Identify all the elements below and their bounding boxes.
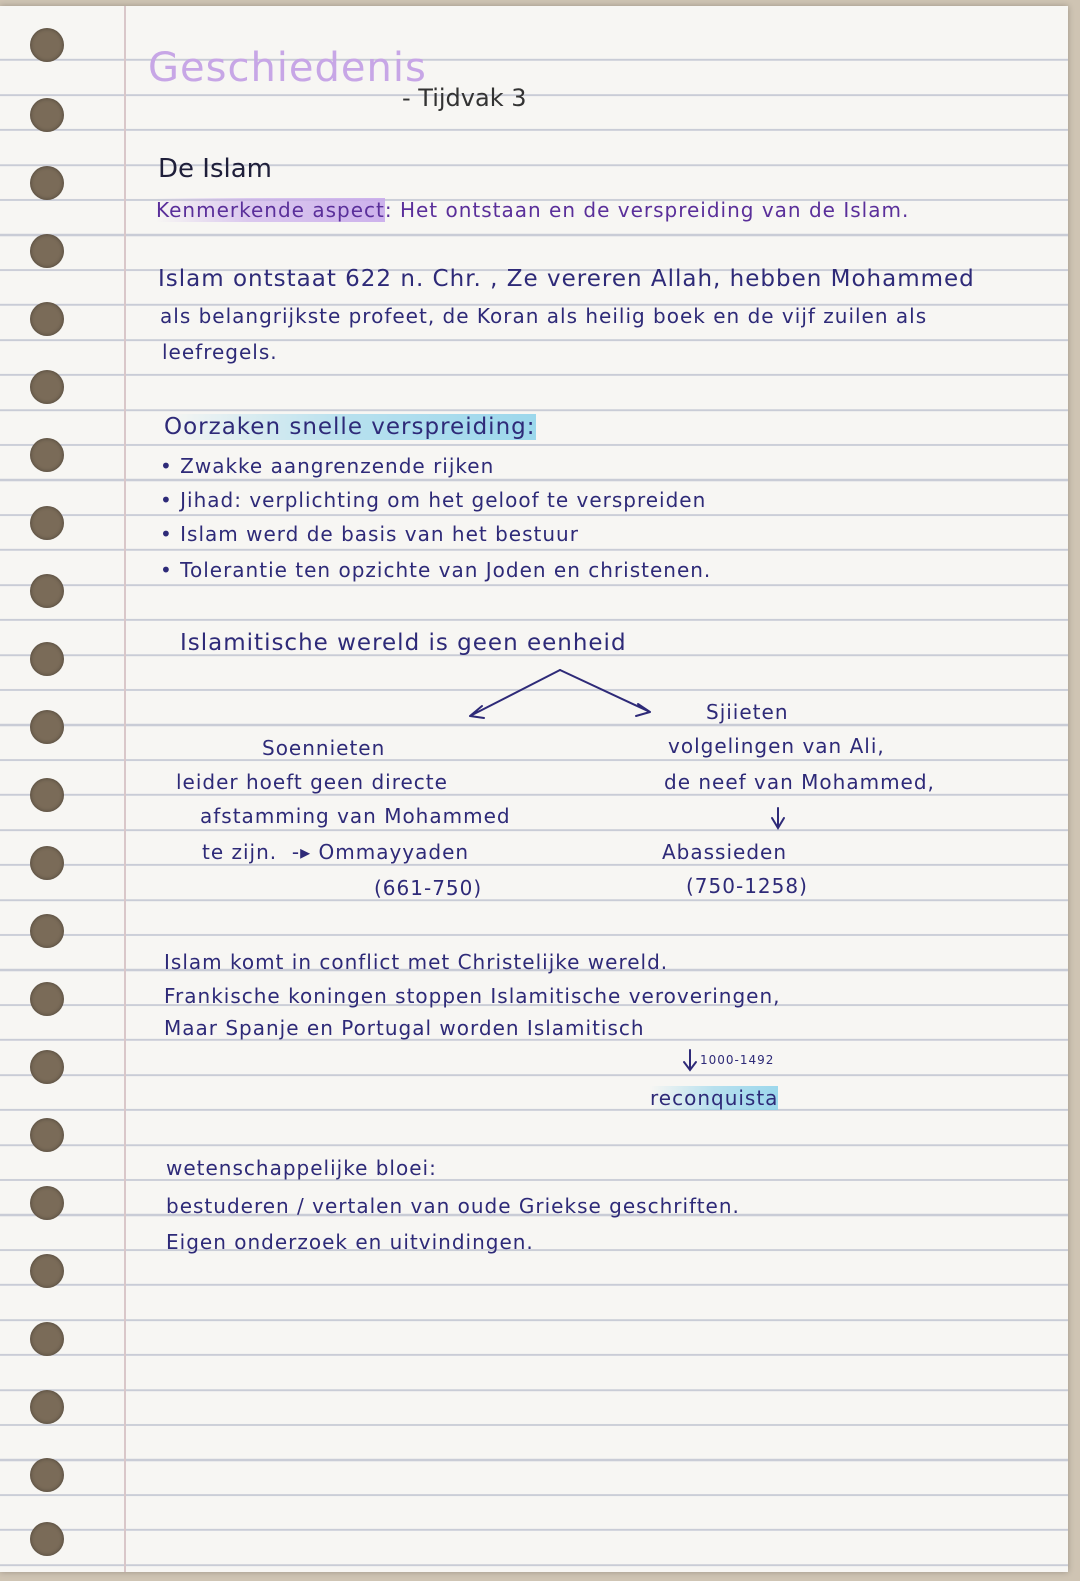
cause-item: • Jihad: verplichting om het geloof te verspreiden	[160, 488, 707, 512]
section-heading: De Islam	[158, 154, 272, 184]
binder-hole	[30, 642, 64, 676]
page-title: Geschiedenis	[148, 45, 427, 91]
reconquista-years: 1000-1492	[700, 1053, 775, 1067]
binder-hole	[30, 1390, 64, 1424]
binder-hole	[30, 506, 64, 540]
division-heading: Islamitische wereld is geen eenheid	[180, 630, 627, 656]
sjiieten-line-1: volgelingen van Ali,	[668, 734, 885, 758]
kenmerkend-aspect-text: : Het ontstaan en de verspreiding van de Islam.	[384, 198, 910, 222]
binder-hole	[30, 1522, 64, 1556]
causes-heading	[164, 416, 536, 439]
cause-item: • Islam werd de basis van het bestuur	[160, 522, 579, 546]
ommayyaden-years: (661-750)	[374, 876, 483, 900]
binder-hole	[30, 98, 64, 132]
cause-item-text: Zwakke aangrenzende rijken	[180, 454, 495, 478]
science-heading: wetenschappelijke bloei:	[166, 1156, 437, 1180]
kenmerkend-aspect-label	[156, 200, 909, 220]
soennieten-line-1: leider hoeft geen directe	[176, 770, 448, 794]
binder-hole	[30, 778, 64, 812]
binder-hole	[30, 28, 64, 62]
binder-hole	[30, 914, 64, 948]
binder-hole	[30, 1050, 64, 1084]
binder-hole	[30, 846, 64, 880]
soennieten-line-3	[202, 842, 469, 862]
sjiieten-title: Sjiieten	[706, 700, 789, 724]
conflict-line-3: Maar Spanje en Portugal worden Islamitisch	[164, 1016, 645, 1040]
intro-line-2: als belangrijkste profeet, de Koran als heilig boek en de vijf zuilen als	[160, 304, 928, 328]
kenmerkend-aspect-highlight: Kenmerkende aspect	[156, 198, 385, 222]
causes-heading-text: Oorzaken snelle verspreiding:	[164, 414, 536, 440]
cause-item-text: Jihad: verplichting om het geloof te verspreiden	[180, 488, 707, 512]
cause-item: • Zwakke aangrenzende rijken	[160, 454, 495, 478]
conflict-line-1: Islam komt in conflict met Christelijke wereld.	[164, 950, 669, 974]
binder-hole	[30, 574, 64, 608]
abassieden-years: (750-1258)	[686, 874, 808, 898]
binder-hole	[30, 1118, 64, 1152]
page-subtitle: - Tijdvak 3	[402, 84, 527, 112]
binder-hole	[30, 438, 64, 472]
reconquista-highlight: reconquista	[650, 1086, 779, 1110]
binder-hole	[30, 1322, 64, 1356]
intro-line-1: Islam ontstaat 622 n. Chr. , Ze vereren Allah, hebben Mohammed	[158, 266, 975, 292]
reconquista-label	[650, 1088, 778, 1108]
margin-line	[124, 6, 126, 1572]
binder-hole	[30, 234, 64, 268]
cause-item: • Tolerantie ten opzichte van Joden en christenen.	[160, 558, 712, 582]
binder-hole	[30, 166, 64, 200]
binder-hole	[30, 1254, 64, 1288]
science-line-2: Eigen onderzoek en uitvindingen.	[166, 1230, 534, 1254]
binder-hole	[30, 1186, 64, 1220]
soennieten-line-3-text: te zijn.	[202, 840, 278, 864]
binder-hole	[30, 982, 64, 1016]
cause-item-text: Tolerantie ten opzichte van Joden en christenen.	[180, 558, 712, 582]
soennieten-title: Soennieten	[262, 736, 386, 760]
binder-hole	[30, 302, 64, 336]
binder-hole	[30, 710, 64, 744]
science-line-1: bestuderen / vertalen van oude Griekse geschriften.	[166, 1194, 740, 1218]
binder-hole	[30, 1458, 64, 1492]
sjiieten-line-2: de neef van Mohammed,	[664, 770, 935, 794]
conflict-line-2: Frankische koningen stoppen Islamitische veroveringen,	[164, 984, 781, 1008]
arrow-right-icon: -▸	[291, 840, 312, 864]
ommayyaden-label: Ommayyaden	[318, 840, 470, 864]
binder-hole	[30, 370, 64, 404]
cause-item-text: Islam werd de basis van het bestuur	[180, 522, 579, 546]
intro-line-3: leefregels.	[162, 340, 278, 364]
abassieden-label: Abassieden	[662, 840, 788, 864]
soennieten-line-2: afstamming van Mohammed	[200, 804, 511, 828]
